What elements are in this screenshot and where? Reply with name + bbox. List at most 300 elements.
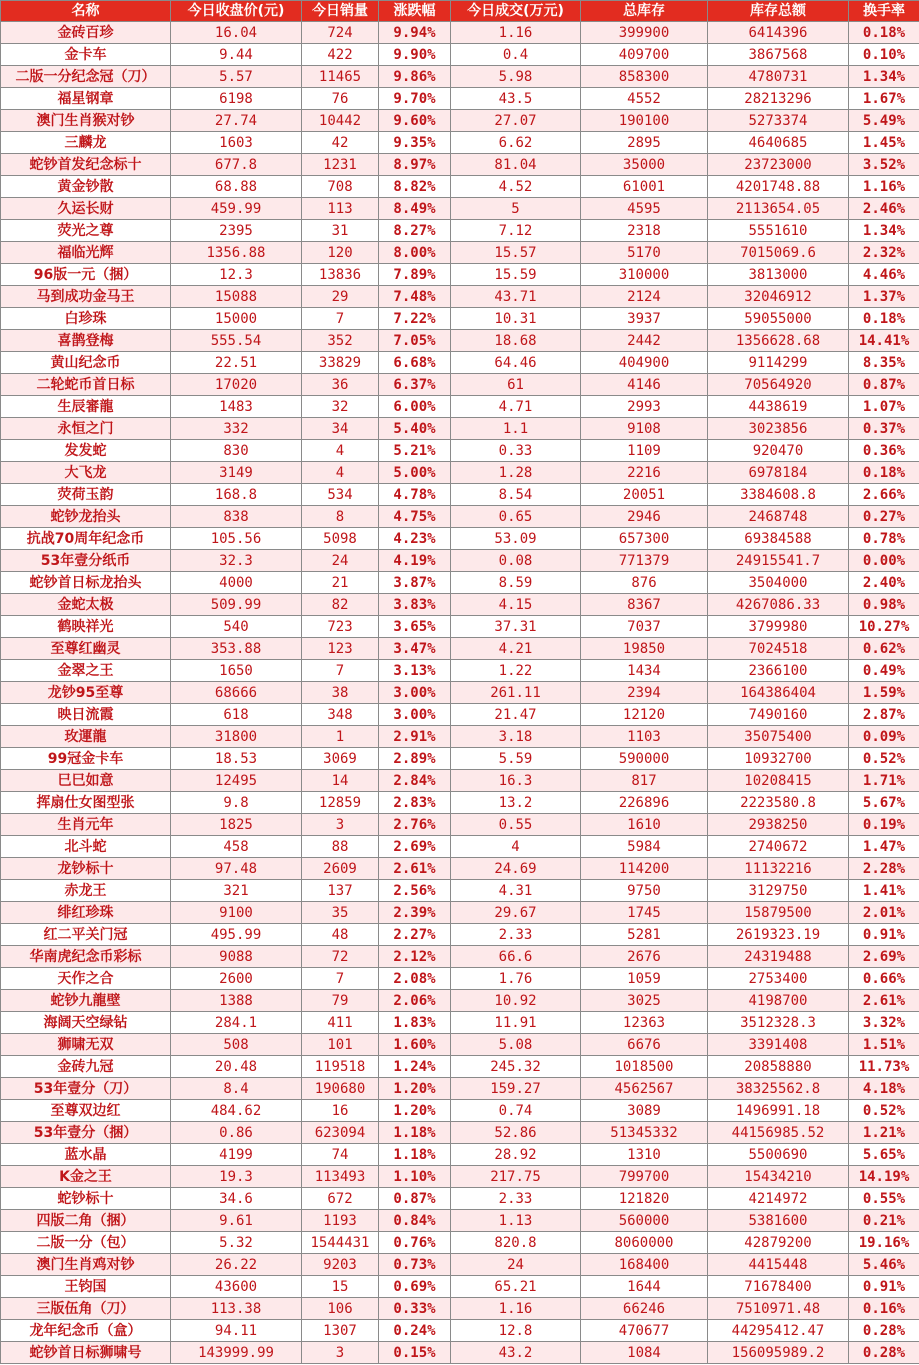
cell-turnover-rate: 0.21% xyxy=(849,1210,919,1232)
cell-stock-value: 35075400 xyxy=(708,726,849,748)
cell-sales: 123 xyxy=(302,638,379,660)
cell-close-price: 9100 xyxy=(171,902,302,924)
cell-close-price: 284.1 xyxy=(171,1012,302,1034)
cell-stock-value: 5500690 xyxy=(708,1144,849,1166)
cell-close-price: 9.8 xyxy=(171,792,302,814)
table-row xyxy=(1,308,919,330)
cell-total-stock: 1103 xyxy=(581,726,708,748)
cell-stock-value: 2753400 xyxy=(708,968,849,990)
cell-turnover-rate: 1.41% xyxy=(849,880,919,902)
cell-turnover-value: 5 xyxy=(451,198,581,220)
cell-name: 蓝水晶 xyxy=(1,1144,171,1166)
cell-turnover-value: 1.76 xyxy=(451,968,581,990)
cell-change-pct: 7.89% xyxy=(379,264,451,286)
table-row xyxy=(1,1232,919,1254)
cell-name: 鹤映祥光 xyxy=(1,616,171,638)
cell-turnover-rate: 0.55% xyxy=(849,1188,919,1210)
cell-change-pct: 4.75% xyxy=(379,506,451,528)
table-row xyxy=(1,572,919,594)
table-row xyxy=(1,1122,919,1144)
table-row xyxy=(1,44,919,66)
cell-close-price: 4199 xyxy=(171,1144,302,1166)
cell-sales: 4 xyxy=(302,462,379,484)
cell-name: 蛇钞首日标狮啸号 xyxy=(1,1342,171,1364)
cell-total-stock: 657300 xyxy=(581,528,708,550)
cell-turnover-value: 5.08 xyxy=(451,1034,581,1056)
cell-stock-value: 3813000 xyxy=(708,264,849,286)
cell-turnover-rate: 3.52% xyxy=(849,154,919,176)
cell-turnover-value: 15.57 xyxy=(451,242,581,264)
cell-turnover-rate: 10.27% xyxy=(849,616,919,638)
cell-sales: 411 xyxy=(302,1012,379,1034)
cell-stock-value: 3512328.3 xyxy=(708,1012,849,1034)
cell-close-price: 9.61 xyxy=(171,1210,302,1232)
cell-name: 天作之合 xyxy=(1,968,171,990)
cell-sales: 1 xyxy=(302,726,379,748)
cell-total-stock: 2318 xyxy=(581,220,708,242)
table-row xyxy=(1,198,919,220)
cell-change-pct: 0.76% xyxy=(379,1232,451,1254)
cell-change-pct: 1.18% xyxy=(379,1144,451,1166)
cell-stock-value: 3504000 xyxy=(708,572,849,594)
cell-name: 海阔天空绿钻 xyxy=(1,1012,171,1034)
cell-total-stock: 8060000 xyxy=(581,1232,708,1254)
cell-total-stock: 470677 xyxy=(581,1320,708,1342)
cell-close-price: 830 xyxy=(171,440,302,462)
table-row xyxy=(1,550,919,572)
table-row xyxy=(1,88,919,110)
cell-change-pct: 2.89% xyxy=(379,748,451,770)
cell-turnover-rate: 0.16% xyxy=(849,1298,919,1320)
table-row xyxy=(1,1034,919,1056)
cell-close-price: 94.11 xyxy=(171,1320,302,1342)
cell-sales: 7 xyxy=(302,308,379,330)
cell-turnover-value: 0.65 xyxy=(451,506,581,528)
cell-stock-value: 6414396 xyxy=(708,22,849,44)
cell-sales: 3069 xyxy=(302,748,379,770)
cell-name: 映日流霞 xyxy=(1,704,171,726)
cell-turnover-value: 3.18 xyxy=(451,726,581,748)
cell-stock-value: 59055000 xyxy=(708,308,849,330)
cell-change-pct: 1.20% xyxy=(379,1100,451,1122)
cell-stock-value: 42879200 xyxy=(708,1232,849,1254)
cell-total-stock: 4595 xyxy=(581,198,708,220)
cell-turnover-value: 2.33 xyxy=(451,1188,581,1210)
cell-name: 53年壹分（刀） xyxy=(1,1078,171,1100)
cell-sales: 16 xyxy=(302,1100,379,1122)
cell-name: 龙钞95至尊 xyxy=(1,682,171,704)
cell-sales: 120 xyxy=(302,242,379,264)
cell-turnover-value: 11.91 xyxy=(451,1012,581,1034)
cell-name: 龙年纪念币（盒） xyxy=(1,1320,171,1342)
cell-total-stock: 35000 xyxy=(581,154,708,176)
cell-turnover-rate: 0.18% xyxy=(849,462,919,484)
table-row xyxy=(1,902,919,924)
cell-change-pct: 0.15% xyxy=(379,1342,451,1364)
table-row xyxy=(1,1342,919,1364)
cell-turnover-rate: 0.19% xyxy=(849,814,919,836)
cell-total-stock: 114200 xyxy=(581,858,708,880)
cell-turnover-rate: 14.19% xyxy=(849,1166,919,1188)
cell-sales: 38 xyxy=(302,682,379,704)
cell-total-stock: 51345332 xyxy=(581,1122,708,1144)
cell-turnover-value: 1.28 xyxy=(451,462,581,484)
cell-total-stock: 404900 xyxy=(581,352,708,374)
cell-change-pct: 2.61% xyxy=(379,858,451,880)
cell-stock-value: 1356628.68 xyxy=(708,330,849,352)
cell-change-pct: 7.05% xyxy=(379,330,451,352)
cell-change-pct: 6.68% xyxy=(379,352,451,374)
cell-name: 96版一元（捆） xyxy=(1,264,171,286)
cell-total-stock: 9108 xyxy=(581,418,708,440)
cell-total-stock: 560000 xyxy=(581,1210,708,1232)
table-row xyxy=(1,242,919,264)
cell-sales: 1307 xyxy=(302,1320,379,1342)
cell-name: K金之王 xyxy=(1,1166,171,1188)
cell-total-stock: 1109 xyxy=(581,440,708,462)
cell-total-stock: 19850 xyxy=(581,638,708,660)
cell-total-stock: 817 xyxy=(581,770,708,792)
cell-turnover-value: 21.47 xyxy=(451,704,581,726)
cell-close-price: 9.44 xyxy=(171,44,302,66)
table-row xyxy=(1,638,919,660)
cell-turnover-value: 5.59 xyxy=(451,748,581,770)
cell-close-price: 17020 xyxy=(171,374,302,396)
cell-sales: 24 xyxy=(302,550,379,572)
cell-turnover-value: 4.52 xyxy=(451,176,581,198)
cell-turnover-rate: 0.91% xyxy=(849,1276,919,1298)
cell-change-pct: 3.87% xyxy=(379,572,451,594)
table-row xyxy=(1,990,919,1012)
cell-total-stock: 5170 xyxy=(581,242,708,264)
cell-total-stock: 3089 xyxy=(581,1100,708,1122)
cell-close-price: 484.62 xyxy=(171,1100,302,1122)
cell-change-pct: 0.84% xyxy=(379,1210,451,1232)
table-row xyxy=(1,220,919,242)
cell-sales: 3 xyxy=(302,1342,379,1364)
cell-name: 黄山纪念币 xyxy=(1,352,171,374)
table-row xyxy=(1,1078,919,1100)
cell-name: 金砖九冠 xyxy=(1,1056,171,1078)
table-row xyxy=(1,330,919,352)
cell-turnover-rate: 1.51% xyxy=(849,1034,919,1056)
cell-stock-value: 69384588 xyxy=(708,528,849,550)
cell-turnover-rate: 1.34% xyxy=(849,66,919,88)
cell-change-pct: 4.19% xyxy=(379,550,451,572)
cell-turnover-value: 159.27 xyxy=(451,1078,581,1100)
cell-total-stock: 2124 xyxy=(581,286,708,308)
cell-turnover-rate: 0.09% xyxy=(849,726,919,748)
cell-change-pct: 9.60% xyxy=(379,110,451,132)
cell-change-pct: 0.33% xyxy=(379,1298,451,1320)
cell-change-pct: 3.47% xyxy=(379,638,451,660)
cell-stock-value: 4214972 xyxy=(708,1188,849,1210)
cell-name: 抗战70周年纪念币 xyxy=(1,528,171,550)
table-header xyxy=(1,1,919,22)
cell-name: 金卡车 xyxy=(1,44,171,66)
cell-name: 三版伍角（刀） xyxy=(1,1298,171,1320)
cell-turnover-value: 53.09 xyxy=(451,528,581,550)
cell-turnover-rate: 0.18% xyxy=(849,308,919,330)
table-body xyxy=(1,22,919,1364)
cell-turnover-rate: 14.41% xyxy=(849,330,919,352)
cell-close-price: 1356.88 xyxy=(171,242,302,264)
cell-turnover-value: 12.8 xyxy=(451,1320,581,1342)
cell-total-stock: 7037 xyxy=(581,616,708,638)
cell-turnover-rate: 8.35% xyxy=(849,352,919,374)
cell-name: 生辰審龍 xyxy=(1,396,171,418)
cell-turnover-rate: 5.65% xyxy=(849,1144,919,1166)
cell-sales: 48 xyxy=(302,924,379,946)
header-name: 名称 xyxy=(1,1,171,22)
table-row xyxy=(1,880,919,902)
cell-total-stock: 61001 xyxy=(581,176,708,198)
cell-close-price: 15000 xyxy=(171,308,302,330)
cell-total-stock: 66246 xyxy=(581,1298,708,1320)
cell-stock-value: 28213296 xyxy=(708,88,849,110)
cell-total-stock: 3937 xyxy=(581,308,708,330)
cell-name: 二版一分纪念冠（刀） xyxy=(1,66,171,88)
table-row xyxy=(1,374,919,396)
cell-name: 发发蛇 xyxy=(1,440,171,462)
cell-turnover-value: 0.74 xyxy=(451,1100,581,1122)
cell-stock-value: 7510971.48 xyxy=(708,1298,849,1320)
cell-sales: 7 xyxy=(302,660,379,682)
cell-turnover-rate: 0.36% xyxy=(849,440,919,462)
table-row xyxy=(1,418,919,440)
cell-stock-value: 2113654.05 xyxy=(708,198,849,220)
cell-sales: 106 xyxy=(302,1298,379,1320)
cell-change-pct: 9.86% xyxy=(379,66,451,88)
cell-total-stock: 2895 xyxy=(581,132,708,154)
cell-change-pct: 2.91% xyxy=(379,726,451,748)
cell-total-stock: 2946 xyxy=(581,506,708,528)
table-row xyxy=(1,660,919,682)
cell-turnover-rate: 0.78% xyxy=(849,528,919,550)
cell-turnover-value: 1.22 xyxy=(451,660,581,682)
cell-sales: 42 xyxy=(302,132,379,154)
table-row xyxy=(1,1254,919,1276)
cell-change-pct: 2.39% xyxy=(379,902,451,924)
cell-turnover-rate: 0.91% xyxy=(849,924,919,946)
cell-total-stock: 20051 xyxy=(581,484,708,506)
cell-turnover-rate: 5.46% xyxy=(849,1254,919,1276)
cell-sales: 348 xyxy=(302,704,379,726)
cell-close-price: 143999.99 xyxy=(171,1342,302,1364)
cell-sales: 11465 xyxy=(302,66,379,88)
cell-change-pct: 9.90% xyxy=(379,44,451,66)
cell-turnover-value: 24 xyxy=(451,1254,581,1276)
cell-close-price: 677.8 xyxy=(171,154,302,176)
cell-close-price: 26.22 xyxy=(171,1254,302,1276)
cell-turnover-value: 28.92 xyxy=(451,1144,581,1166)
table-row xyxy=(1,836,919,858)
cell-close-price: 32.3 xyxy=(171,550,302,572)
table-row xyxy=(1,1210,919,1232)
cell-name: 福临光辉 xyxy=(1,242,171,264)
cell-change-pct: 0.73% xyxy=(379,1254,451,1276)
cell-sales: 113493 xyxy=(302,1166,379,1188)
cell-name: 53年壹分（捆） xyxy=(1,1122,171,1144)
cell-turnover-value: 66.6 xyxy=(451,946,581,968)
cell-stock-value: 4438619 xyxy=(708,396,849,418)
cell-turnover-value: 10.92 xyxy=(451,990,581,1012)
cell-stock-value: 4201748.88 xyxy=(708,176,849,198)
cell-stock-value: 1496991.18 xyxy=(708,1100,849,1122)
header-stock-value: 库存总额 xyxy=(708,1,849,22)
cell-sales: 14 xyxy=(302,770,379,792)
cell-total-stock: 190100 xyxy=(581,110,708,132)
cell-total-stock: 168400 xyxy=(581,1254,708,1276)
cell-total-stock: 226896 xyxy=(581,792,708,814)
cell-name: 巳巳如意 xyxy=(1,770,171,792)
cell-turnover-rate: 0.10% xyxy=(849,44,919,66)
cell-stock-value: 10932700 xyxy=(708,748,849,770)
cell-close-price: 105.56 xyxy=(171,528,302,550)
cell-change-pct: 2.27% xyxy=(379,924,451,946)
cell-stock-value: 156095989.2 xyxy=(708,1342,849,1364)
table-row xyxy=(1,352,919,374)
cell-turnover-rate: 1.59% xyxy=(849,682,919,704)
cell-total-stock: 3025 xyxy=(581,990,708,1012)
cell-turnover-value: 43.2 xyxy=(451,1342,581,1364)
table-row xyxy=(1,814,919,836)
cell-close-price: 8.4 xyxy=(171,1078,302,1100)
cell-sales: 79 xyxy=(302,990,379,1012)
cell-turnover-value: 27.07 xyxy=(451,110,581,132)
cell-stock-value: 10208415 xyxy=(708,770,849,792)
cell-name: 大飞龙 xyxy=(1,462,171,484)
cell-change-pct: 5.40% xyxy=(379,418,451,440)
cell-stock-value: 5381600 xyxy=(708,1210,849,1232)
cell-name: 金蛇太极 xyxy=(1,594,171,616)
cell-turnover-value: 52.86 xyxy=(451,1122,581,1144)
cell-close-price: 4000 xyxy=(171,572,302,594)
cell-name: 荧光之尊 xyxy=(1,220,171,242)
cell-turnover-value: 8.59 xyxy=(451,572,581,594)
cell-turnover-value: 5.98 xyxy=(451,66,581,88)
cell-turnover-value: 18.68 xyxy=(451,330,581,352)
cell-stock-value: 44295412.47 xyxy=(708,1320,849,1342)
cell-stock-value: 3384608.8 xyxy=(708,484,849,506)
table-row xyxy=(1,396,919,418)
table-row xyxy=(1,924,919,946)
cell-name: 赤龙王 xyxy=(1,880,171,902)
cell-total-stock: 2442 xyxy=(581,330,708,352)
header-sales: 今日销量 xyxy=(302,1,379,22)
cell-total-stock: 9750 xyxy=(581,880,708,902)
cell-change-pct: 1.20% xyxy=(379,1078,451,1100)
cell-change-pct: 0.69% xyxy=(379,1276,451,1298)
cell-turnover-value: 4.71 xyxy=(451,396,581,418)
cell-sales: 3 xyxy=(302,814,379,836)
cell-turnover-rate: 1.47% xyxy=(849,836,919,858)
table-row xyxy=(1,1144,919,1166)
cell-turnover-rate: 0.18% xyxy=(849,22,919,44)
cell-close-price: 12.3 xyxy=(171,264,302,286)
cell-sales: 672 xyxy=(302,1188,379,1210)
cell-total-stock: 6676 xyxy=(581,1034,708,1056)
cell-name: 龙钞标十 xyxy=(1,858,171,880)
cell-total-stock: 1059 xyxy=(581,968,708,990)
cell-change-pct: 2.69% xyxy=(379,836,451,858)
cell-turnover-value: 43.71 xyxy=(451,286,581,308)
cell-close-price: 16.04 xyxy=(171,22,302,44)
cell-turnover-rate: 2.28% xyxy=(849,858,919,880)
table-row xyxy=(1,1276,919,1298)
table-row xyxy=(1,264,919,286)
cell-turnover-rate: 4.18% xyxy=(849,1078,919,1100)
cell-name: 生肖元年 xyxy=(1,814,171,836)
cell-change-pct: 8.27% xyxy=(379,220,451,242)
cell-change-pct: 8.97% xyxy=(379,154,451,176)
cell-sales: 13836 xyxy=(302,264,379,286)
table-row xyxy=(1,154,919,176)
cell-change-pct: 2.08% xyxy=(379,968,451,990)
table-row xyxy=(1,726,919,748)
table-row xyxy=(1,616,919,638)
cell-total-stock: 2993 xyxy=(581,396,708,418)
table-row xyxy=(1,1012,919,1034)
cell-stock-value: 70564920 xyxy=(708,374,849,396)
cell-turnover-value: 4.21 xyxy=(451,638,581,660)
cell-turnover-value: 7.12 xyxy=(451,220,581,242)
cell-name: 福星钢章 xyxy=(1,88,171,110)
cell-turnover-value: 43.5 xyxy=(451,88,581,110)
cell-change-pct: 2.56% xyxy=(379,880,451,902)
cell-total-stock: 409700 xyxy=(581,44,708,66)
cell-stock-value: 32046912 xyxy=(708,286,849,308)
cell-close-price: 618 xyxy=(171,704,302,726)
table-row xyxy=(1,1298,919,1320)
cell-turnover-rate: 0.66% xyxy=(849,968,919,990)
cell-close-price: 113.38 xyxy=(171,1298,302,1320)
cell-stock-value: 44156985.52 xyxy=(708,1122,849,1144)
cell-name: 蛇钞九龍壁 xyxy=(1,990,171,1012)
cell-stock-value: 2938250 xyxy=(708,814,849,836)
cell-name: 澳门生肖鸡对钞 xyxy=(1,1254,171,1276)
cell-change-pct: 1.18% xyxy=(379,1122,451,1144)
table-row xyxy=(1,1320,919,1342)
cell-turnover-rate: 0.27% xyxy=(849,506,919,528)
cell-close-price: 1603 xyxy=(171,132,302,154)
cell-turnover-rate: 0.49% xyxy=(849,660,919,682)
cell-total-stock: 12120 xyxy=(581,704,708,726)
cell-sales: 422 xyxy=(302,44,379,66)
cell-close-price: 555.54 xyxy=(171,330,302,352)
cell-sales: 723 xyxy=(302,616,379,638)
cell-close-price: 2395 xyxy=(171,220,302,242)
table-row xyxy=(1,484,919,506)
cell-turnover-rate: 4.46% xyxy=(849,264,919,286)
cell-stock-value: 2619323.19 xyxy=(708,924,849,946)
cell-turnover-value: 820.8 xyxy=(451,1232,581,1254)
cell-change-pct: 0.24% xyxy=(379,1320,451,1342)
cell-sales: 29 xyxy=(302,286,379,308)
cell-turnover-rate: 1.67% xyxy=(849,88,919,110)
cell-total-stock: 799700 xyxy=(581,1166,708,1188)
cell-turnover-rate: 2.66% xyxy=(849,484,919,506)
cell-turnover-rate: 2.61% xyxy=(849,990,919,1012)
cell-change-pct: 0.87% xyxy=(379,1188,451,1210)
cell-name: 马到成功金马王 xyxy=(1,286,171,308)
cell-stock-value: 3129750 xyxy=(708,880,849,902)
cell-stock-value: 15879500 xyxy=(708,902,849,924)
cell-stock-value: 24319488 xyxy=(708,946,849,968)
cell-close-price: 838 xyxy=(171,506,302,528)
cell-total-stock: 310000 xyxy=(581,264,708,286)
cell-total-stock: 1745 xyxy=(581,902,708,924)
